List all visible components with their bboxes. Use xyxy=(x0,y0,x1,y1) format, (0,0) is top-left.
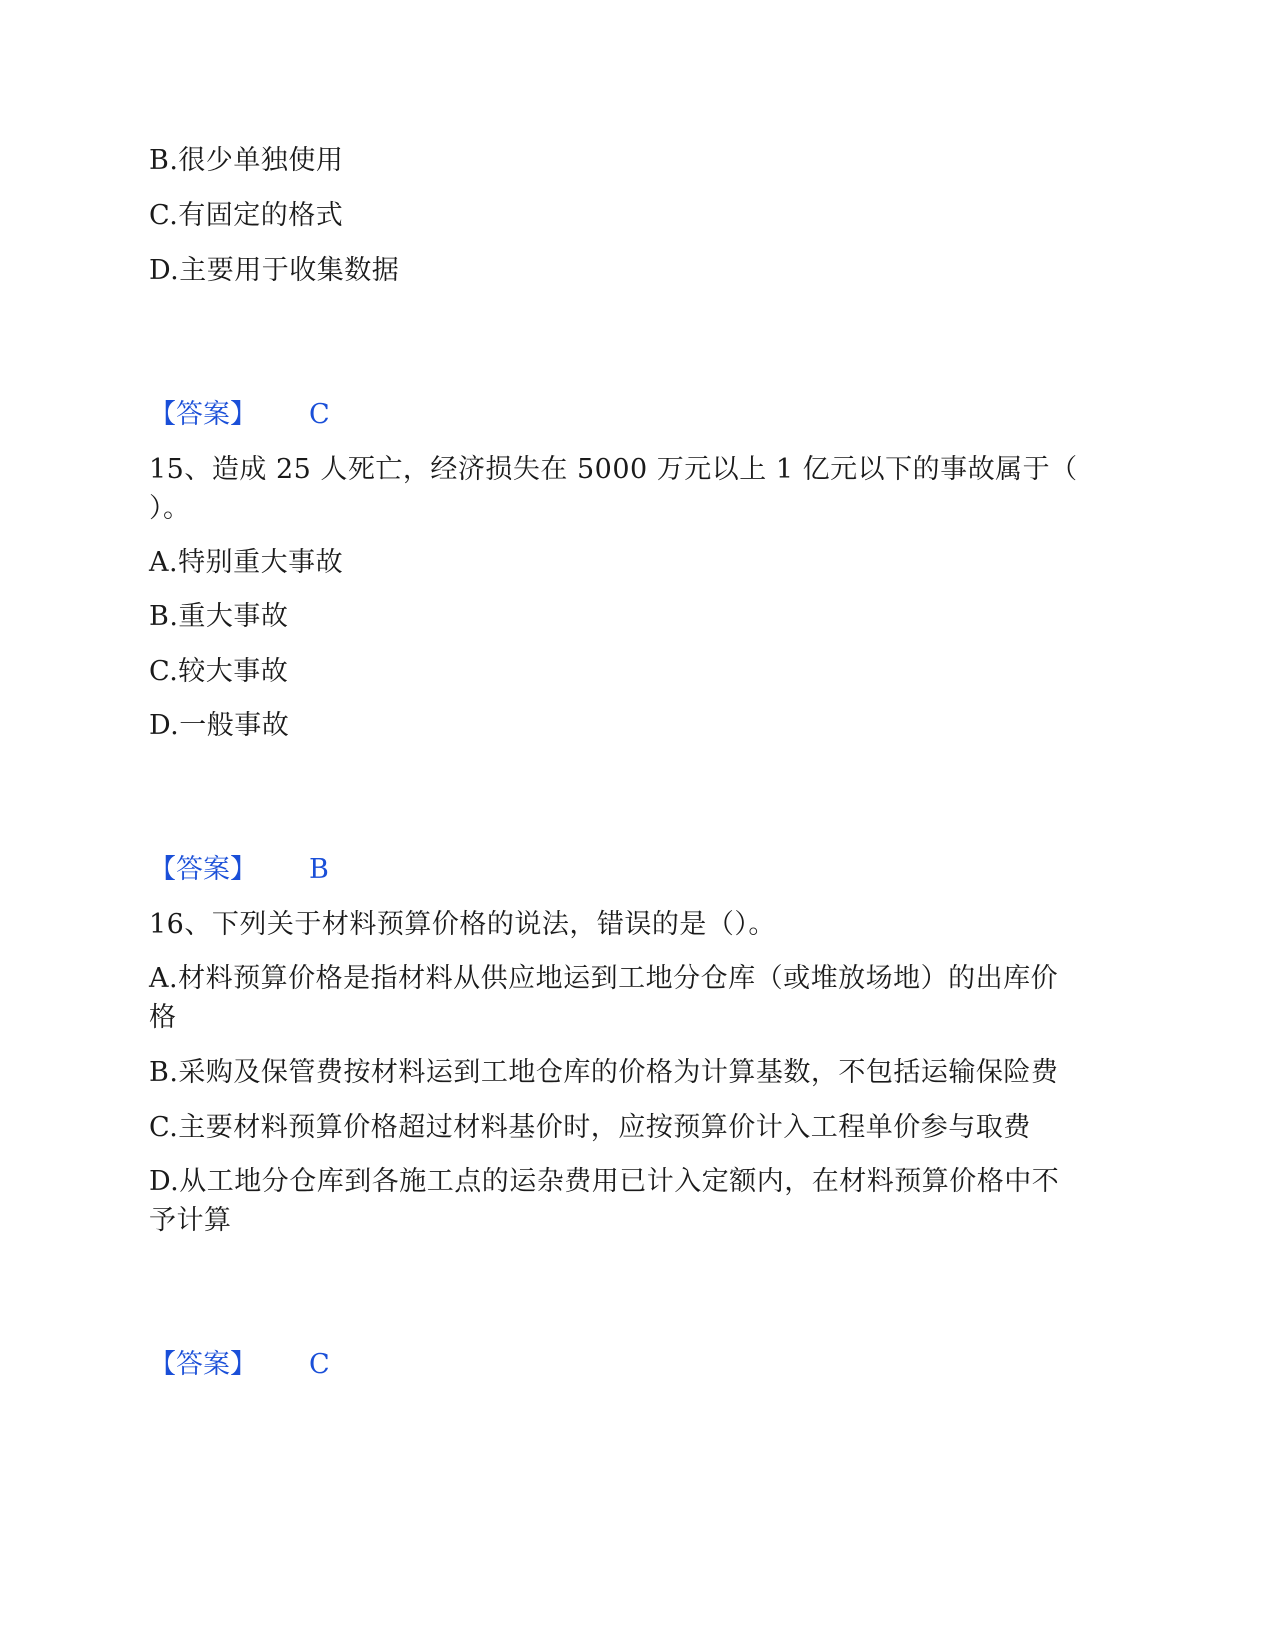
q14-option-c: C.有固定的格式 xyxy=(149,200,344,231)
q15-stem-line2: ）。 xyxy=(149,493,191,524)
q15-answer xyxy=(149,850,329,890)
q16-answer xyxy=(149,1345,330,1385)
q15-option-c: C.较大事故 xyxy=(149,656,289,687)
answer-value: C xyxy=(309,399,330,430)
answer-value: C xyxy=(309,1349,330,1380)
answer-label: 【答案】 xyxy=(149,854,257,885)
q15-option-a: A.特别重大事故 xyxy=(149,547,344,578)
answer-label: 【答案】 xyxy=(149,1349,257,1380)
q16-option-d-line1: D.从工地分仓库到各施工点的运杂费用已计入定额内，在材料预算价格中不 xyxy=(149,1166,1060,1197)
q16-option-b: B.采购及保管费按材料运到工地仓库的价格为计算基数，不包括运输保险费 xyxy=(149,1057,1059,1088)
q16-option-d-line2: 予计算 xyxy=(149,1205,232,1236)
q16-option-a-line2: 格 xyxy=(149,1002,177,1033)
answer-value: B xyxy=(309,854,329,885)
q15-option-d: D.一般事故 xyxy=(149,710,290,741)
q15-stem-line1: 15、造成 25 人死亡，经济损失在 5000 万元以上 1 亿元以下的事故属于（ xyxy=(149,454,1078,485)
answer-label: 【答案】 xyxy=(149,399,257,430)
q14-option-d: D.主要用于收集数据 xyxy=(149,255,400,286)
q14-answer xyxy=(149,395,330,435)
q14-option-b: B.很少单独使用 xyxy=(149,145,344,176)
q16-option-a-line1: A.材料预算价格是指材料从供应地运到工地分仓库（或堆放场地）的出库价 xyxy=(149,963,1059,994)
q16-stem: 16、下列关于材料预算价格的说法，错误的是（）。 xyxy=(149,909,776,940)
q15-option-b: B.重大事故 xyxy=(149,601,289,632)
q16-option-c: C.主要材料预算价格超过材料基价时，应按预算价计入工程单价参与取费 xyxy=(149,1112,1031,1143)
